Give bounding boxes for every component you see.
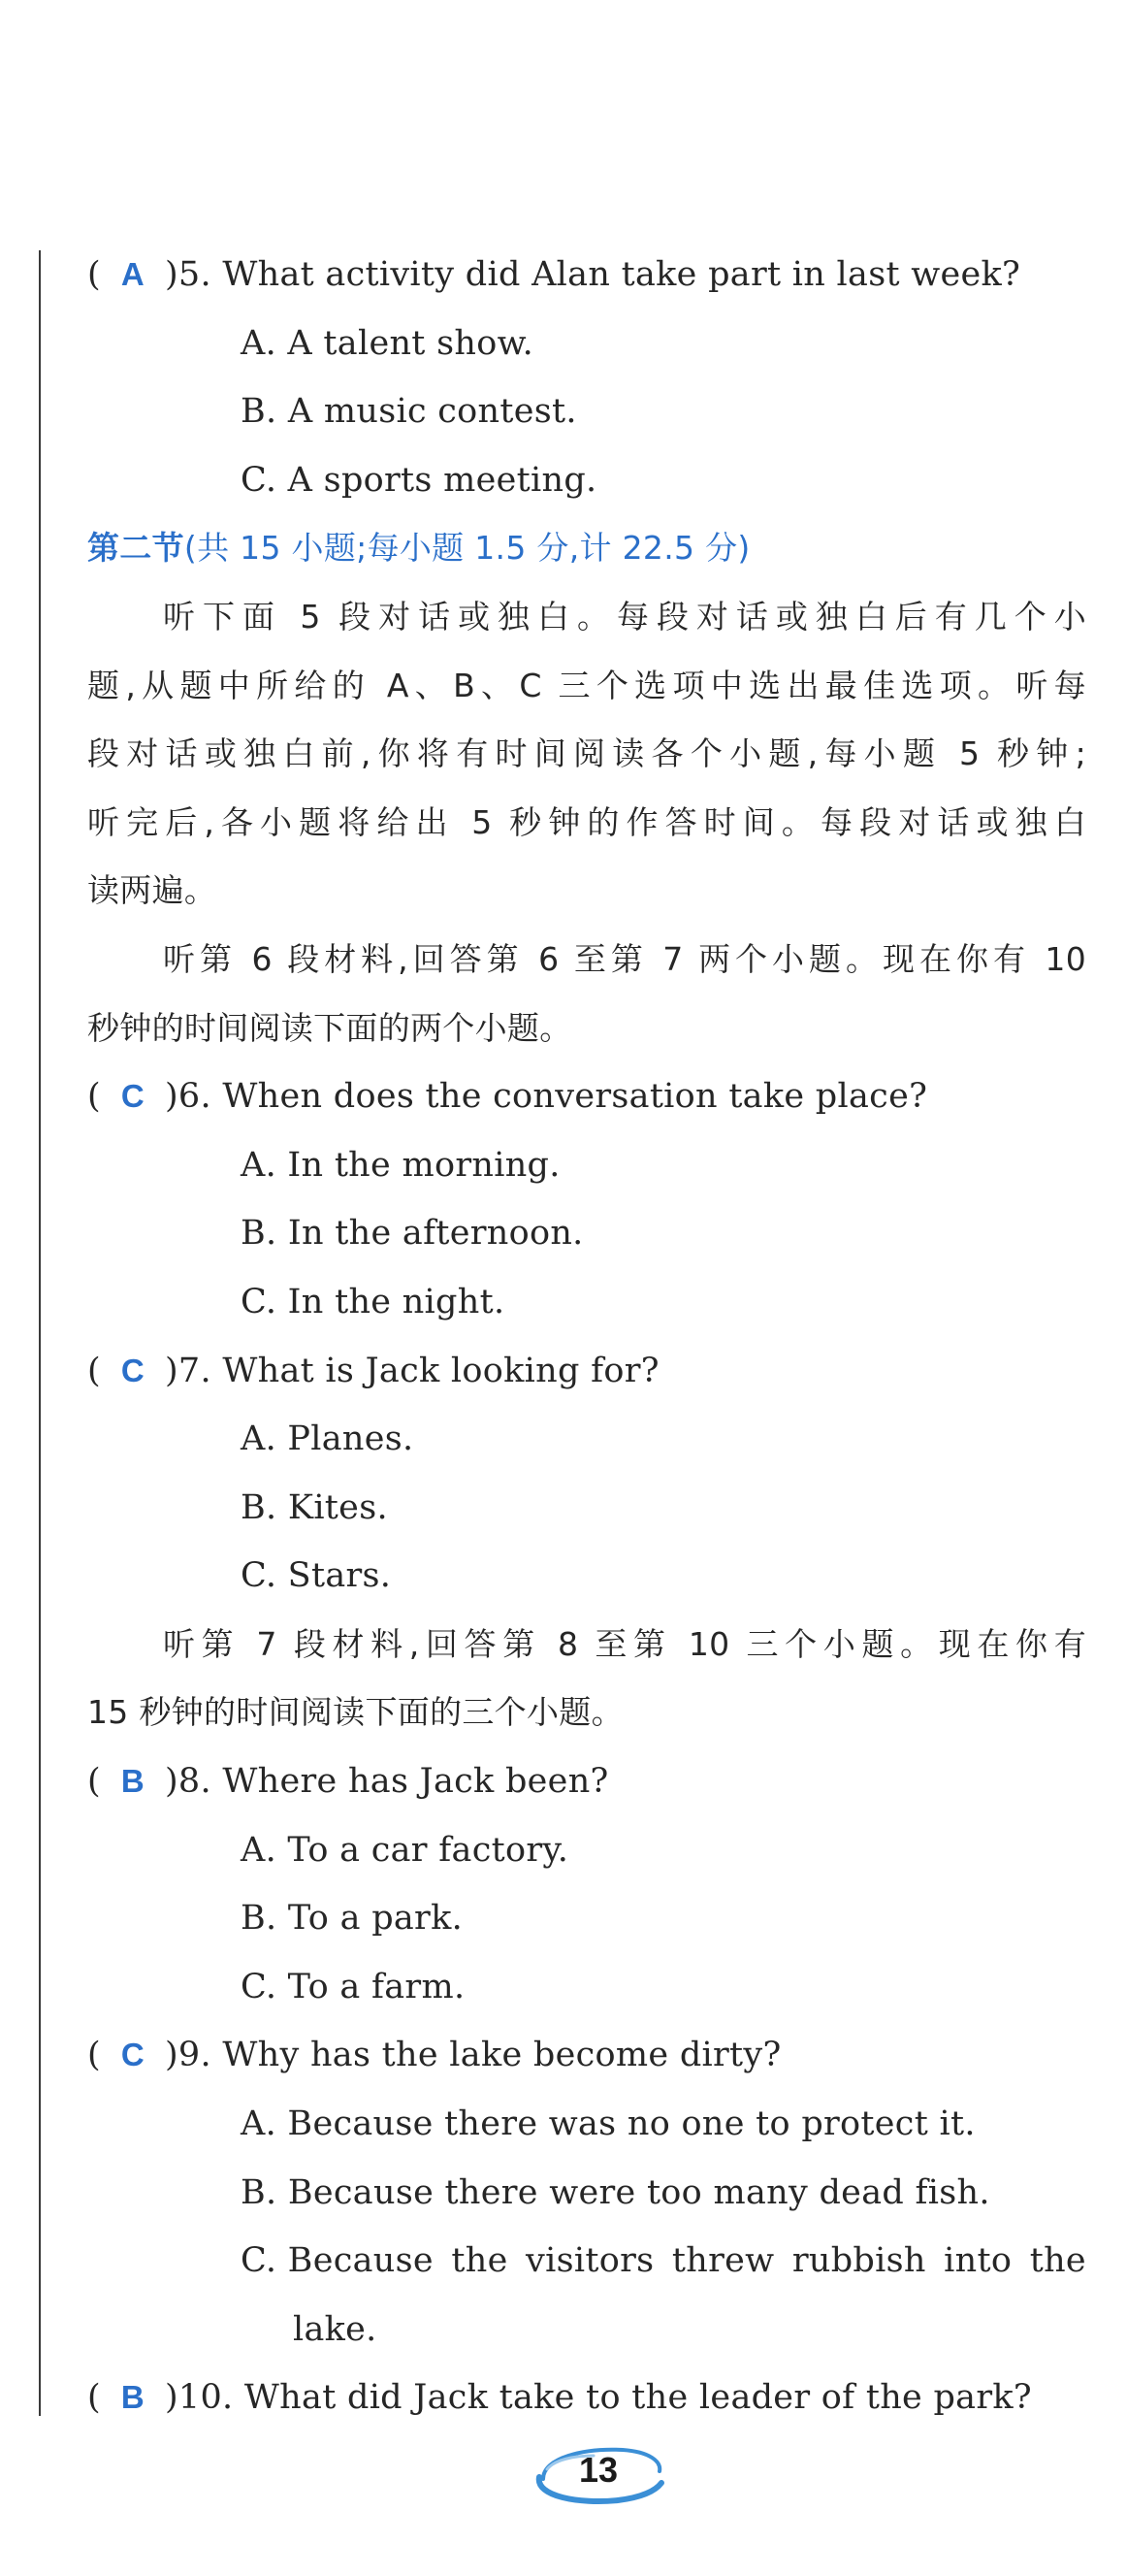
instruction-line: 读两遍。 <box>87 871 217 910</box>
option-word: the <box>451 2241 508 2281</box>
answer-paren-open: ( <box>87 1351 101 1390</box>
instruction-line: 听完后,各小题将给出 5 秒钟的作答时间。每段对话或独白 <box>87 802 1086 841</box>
question-6 <box>87 1062 1086 1131</box>
option-q6-c: C. In the night. <box>241 1282 505 1321</box>
section-title: 第二节 <box>87 529 184 568</box>
question-10 <box>87 2364 1086 2432</box>
material-6-instruction: 秒钟的时间阅读下面的两个小题。 <box>87 1008 572 1047</box>
instruction-line: 听下面 5 段对话或独白。每段对话或独白后有几个小 <box>163 597 1086 636</box>
material-7-instruction: 15 秒钟的时间阅读下面的三个小题。 <box>87 1693 624 1732</box>
material-6-instruction: 听第 6 段材料,回答第 6 至第 7 两个小题。现在你有 10 <box>163 939 1086 978</box>
answer-q6: C <box>120 1078 145 1115</box>
answer-q9: C <box>120 2037 145 2073</box>
instruction-line: 题,从题中所给的 A、B、C 三个选项中选出最佳选项。听每 <box>87 666 1086 704</box>
material-7-instruction: 听第 7 段材料,回答第 8 至第 10 三个小题。现在你有 <box>163 1624 1086 1663</box>
option-q9-c-continued: lake. <box>293 2309 377 2349</box>
option-q7-c: C. Stars. <box>241 1556 392 1596</box>
option-word: C. Because <box>241 2241 434 2281</box>
option-word: rubbish <box>791 2241 926 2281</box>
option-q9-a: A. Because there was no one to protect it. <box>241 2104 976 2144</box>
option-q8-b: B. To a park. <box>241 1899 464 1939</box>
answer-paren-open: ( <box>87 2036 101 2075</box>
answer-q10: B <box>120 2379 145 2416</box>
question-stem: )8. Where has Jack been? <box>164 1762 609 1802</box>
section-heading <box>87 514 1086 583</box>
worksheet-content <box>87 241 1086 2432</box>
question-stem: )5. What activity did Alan take part in last week? <box>164 255 1021 294</box>
section-detail: (共 15 小题;每小题 1.5 分,计 22.5 分) <box>183 529 751 568</box>
question-8 <box>87 1747 1086 1816</box>
question-stem: )9. Why has the lake become dirty? <box>164 2036 782 2075</box>
answer-paren-open: ( <box>87 1762 101 1802</box>
option-q6-b: B. In the afternoon. <box>241 1214 584 1254</box>
option-q6-a: A. In the morning. <box>241 1145 561 1185</box>
answer-q5: A <box>120 256 145 292</box>
question-stem: )6. When does the conversation take place? <box>164 1077 928 1117</box>
answer-paren-open: ( <box>87 1077 101 1117</box>
answer-paren-open: ( <box>87 255 101 294</box>
option-q5-a: A. A talent show. <box>241 323 534 363</box>
option-q9-b: B. Because there were too many dead fish. <box>241 2172 990 2212</box>
page-number: 13 <box>578 2450 619 2490</box>
answer-q8: B <box>120 1763 145 1800</box>
question-stem: )7. What is Jack looking for? <box>164 1351 660 1390</box>
option-q7-b: B. Kites. <box>241 1487 388 1527</box>
page-number-badge <box>526 2440 671 2508</box>
question-9 <box>87 2021 1086 2090</box>
option-word: the <box>1029 2241 1086 2281</box>
option-q8-c: C. To a farm. <box>241 1967 466 2006</box>
option-q7-a: A. Planes. <box>241 1419 414 1459</box>
option-word: visitors <box>526 2241 655 2281</box>
option-word: into <box>944 2241 1013 2281</box>
instruction-line: 段对话或独白前,你将有时间阅读各个小题,每小题 5 秒钟; <box>87 734 1086 773</box>
option-q5-b: B. A music contest. <box>241 392 577 432</box>
question-stem: )10. What did Jack take to the leader of the park? <box>164 2378 1032 2418</box>
answer-q7: C <box>120 1352 145 1388</box>
option-q5-c: C. A sports meeting. <box>241 460 597 500</box>
margin-mark <box>0 446 8 462</box>
option-word: threw <box>671 2241 775 2281</box>
question-5 <box>87 241 1086 310</box>
answer-paren-open: ( <box>87 2378 101 2418</box>
question-7 <box>87 1337 1086 1406</box>
option-q9-c <box>87 2227 1086 2296</box>
option-q8-a: A. To a car factory. <box>241 1830 569 1870</box>
left-margin-rule <box>39 250 41 2416</box>
